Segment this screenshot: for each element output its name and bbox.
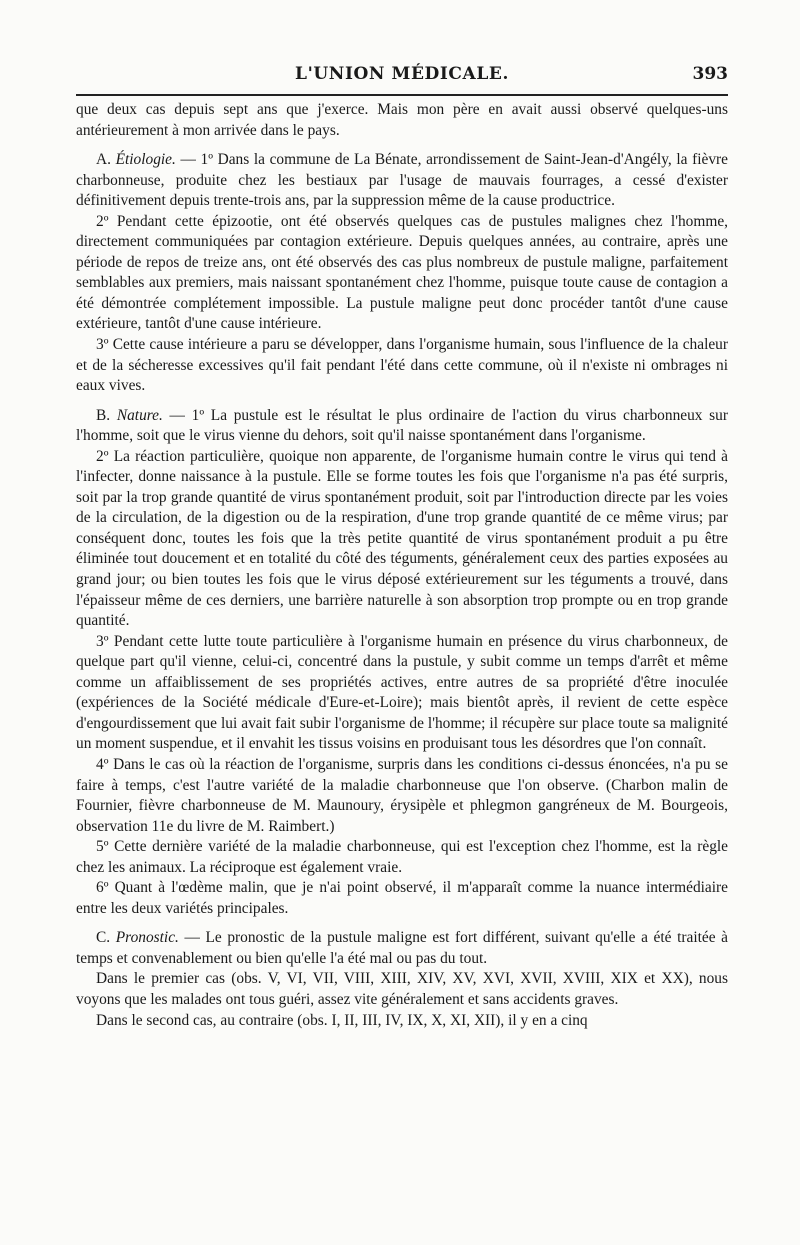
page-number: 393: [692, 64, 728, 84]
paragraph-nature-2: [76, 447, 728, 632]
paragraph-text: 2º La réaction particulière, quoique non apparente, de l'organisme humain contre le virus qui tend à l'infecter, donne naissance à la pustule. Elle se forme toutes les fois que l'organisme n'a pas été surpris, soit par la trop grande quantité de virus spontanément produit, soit par l'introduction directe par les voies de la circulation, de la digestion ou de la respiration, d'une trop grande quantité de ce même virus; par conséquent donc, toutes les fois que la très petite quantité de virus spontanément produit a pu être éliminée tout doucement et en totalité du côté des téguments, généralement ceux des parties exposées au grand jour; ou bien toutes les fois que le virus déposé extérieurement sur les téguments a trouvé, dans l'épaisseur même de ces derniers, une barrière naturelle à son absorption trop prompte ou en trop grande quantité.: [76, 447, 728, 630]
paragraph-text: Dans le second cas, au contraire (obs. I, II, III, IV, IX, X, XI, XII), il y en a cinq: [96, 1011, 588, 1029]
paragraph-text: 5º Cette dernière variété de la maladie charbonneuse, qui est l'exception chez l'homme, est la règle chez les animaux. La réciproque est également vraie.: [76, 838, 728, 876]
article-body: [76, 100, 728, 1031]
paragraph-text: Dans le premier cas (obs. V, VI, VII, VIII, XIII, XIV, XV, XVI, XVII, XVIII, XIX et XX), nous voyons que les malades ont tous guéri, assez vite généralement et sans accidents graves.: [76, 970, 728, 1008]
paragraph-nature-1: [76, 406, 728, 447]
paragraph-text: — 1º Dans la commune de La Bénate, arrondissement de Saint-Jean-d'Angély, la fièvre charbonneuse, produite chez les bestiaux par l'usage de mauvais fourrages, a cessé d'exister définitivement depuis trente-trois ans, par la suppression même de la cause productrice.: [76, 151, 728, 210]
paragraph-text: que deux cas depuis sept ans que j'exerce. Mais mon père en avait aussi observé quelques-uns antérieurement à mon arrivée dans le pays.: [76, 101, 728, 139]
paragraph-text: 3º Pendant cette lutte toute particulière à l'organisme humain en présence du virus charbonneux, de quelque part qu'il vienne, celui-ci, concentré dans la pustule, y subit comme un temps d'arrêt et même comme un affaiblissement de ses propriétés actives, entre autres de sa propriété d'être inoculée (expériences de la Société médicale d'Eure-et-Loire); mais bientôt après, il revient de cette espèce d'engourdissement que lui avait fait subir l'organisme de l'homme; il récupère sur place toute sa malignité un moment suspendue, et il envahit les tissus voisins en produisant tous les désordres que l'on connaît.: [76, 632, 728, 753]
paragraph-pronostic-3: [76, 1011, 728, 1032]
paragraph-nature-5: [76, 837, 728, 878]
paragraph-etiologie-2: [76, 212, 728, 335]
section-title: Étiologie.: [115, 151, 176, 169]
paragraph-nature-3: [76, 632, 728, 755]
paragraph-etiologie-3: [76, 335, 728, 397]
paragraph-text: 3º Cette cause intérieure a paru se développer, dans l'organisme humain, sous l'influence de la chaleur et de la sécheresse excessives qu'il fait pendant l'été dans cette commune, où il n'existe ni ombrages ni eaux vives.: [76, 336, 728, 395]
paragraph-continuation: [76, 100, 728, 141]
paragraph-text: 2º Pendant cette épizootie, ont été observés quelques cas de pustules malignes chez l'homme, directement communiquées par contagion extérieure. Depuis quelques années, au contraire, après une période de repos de treize ans, ont été observés des cas plus nombreux de pustule maligne, parfaitement semblables aux premiers, mais naissant spontanément chez l'homme, puisque toute cause de contagion a été démontrée complétement impossible. La pustule maligne peut donc procéder tantôt d'une cause extérieure, tantôt d'une cause intérieure.: [76, 212, 728, 333]
header-rule: [76, 94, 728, 96]
paragraph-text: — Le pronostic de la pustule maligne est fort différent, suivant qu'elle a été traitée à temps et convenablement ou bien qu'elle l'a été mal ou pas du tout.: [76, 929, 728, 967]
paragraph-text: 6º Quant à l'œdème malin, que je n'ai point observé, il m'apparaît comme la nuance intermédiaire entre les deux variétés principales.: [76, 879, 728, 917]
paragraph-nature-6: [76, 878, 728, 919]
section-label: B.: [96, 406, 111, 424]
section-title: Pronostic.: [115, 929, 179, 947]
paragraph-nature-4: [76, 755, 728, 837]
paragraph-pronostic-2: [76, 969, 728, 1010]
section-label: A.: [96, 151, 111, 169]
section-title: Nature.: [116, 406, 163, 424]
page-header: [76, 60, 728, 88]
paragraph-text: 4º Dans le cas où la réaction de l'organisme, surpris dans les conditions ci-dessus énoncées, n'a pu se faire à temps, c'est l'autre variété de la maladie charbonneuse que l'on observe. (Charbon malin de Fournier, fièvre charbonneuse de M. Maunoury, érysipèle et phlegmon gangréneux de M. Bourgeois, observation 11e du livre de M. Raimbert.): [76, 755, 728, 835]
paragraph-etiologie-1: [76, 150, 728, 212]
paragraph-pronostic-1: [76, 928, 728, 969]
section-label: C.: [96, 929, 111, 947]
paragraph-text: — 1º La pustule est le résultat le plus ordinaire de l'action du virus charbonneux sur l'homme, soit que le virus vienne du dehors, soit qu'il naisse spontanément dans l'organisme.: [76, 406, 728, 445]
running-title: L'UNION MÉDICALE.: [295, 64, 509, 84]
